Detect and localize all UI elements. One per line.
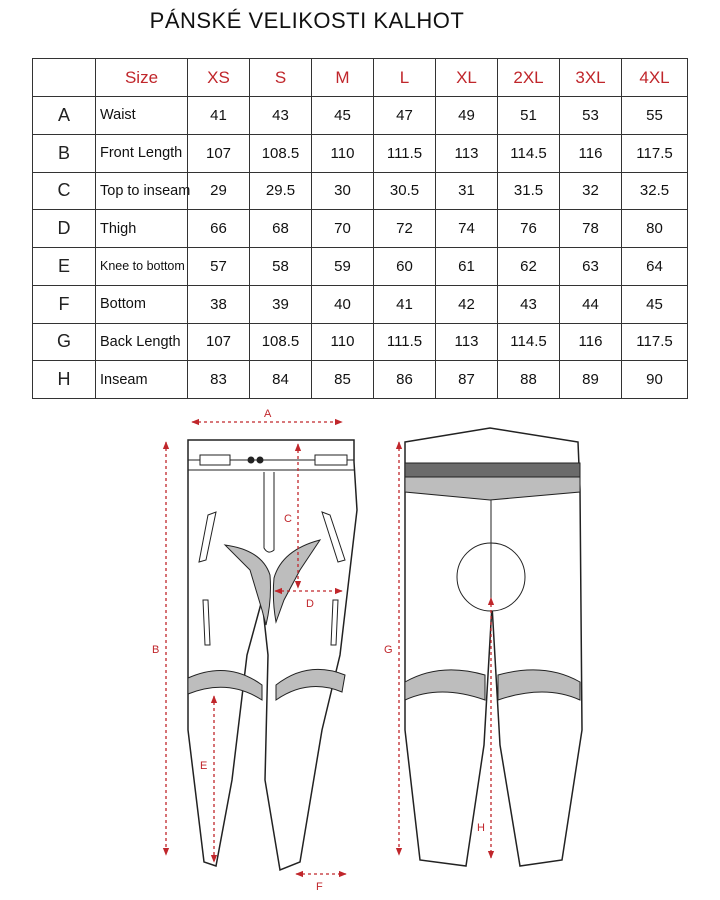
header-size-2xl: 2XL — [498, 59, 560, 97]
measurement-value: 30.5 — [374, 172, 436, 210]
measurement-value: 86 — [374, 361, 436, 399]
measurement-value: 113 — [436, 134, 498, 172]
header-size-4xl: 4XL — [622, 59, 688, 97]
measurement-value: 90 — [622, 361, 688, 399]
back-view — [405, 428, 582, 866]
measurement-value: 60 — [374, 248, 436, 286]
measurement-value: 53 — [560, 97, 622, 135]
row-letter: C — [33, 172, 96, 210]
measurement-value: 68 — [250, 210, 312, 248]
measurement-value: 55 — [622, 97, 688, 135]
measurement-value: 43 — [498, 285, 560, 323]
measurement-value: 30 — [312, 172, 374, 210]
front-belt-loop-left — [200, 455, 230, 465]
header-size-m: M — [312, 59, 374, 97]
measurement-value: 110 — [312, 323, 374, 361]
table-row — [33, 248, 688, 286]
row-letter: H — [33, 361, 96, 399]
dim-label-h: H — [477, 822, 485, 834]
measurement-value: 59 — [312, 248, 374, 286]
header-size-3xl: 3XL — [560, 59, 622, 97]
measurement-name: Bottom — [96, 285, 188, 323]
measurement-value: 39 — [250, 285, 312, 323]
measurement-value: 114.5 — [498, 134, 560, 172]
measurement-value: 58 — [250, 248, 312, 286]
table-row — [33, 361, 688, 399]
front-belt-loop-right — [315, 455, 347, 465]
button-icon — [248, 457, 255, 464]
dim-label-e: E — [200, 760, 208, 772]
measurement-value: 110 — [312, 134, 374, 172]
measurement-value: 32 — [560, 172, 622, 210]
dim-label-d: D — [306, 598, 314, 610]
measurement-value: 108.5 — [250, 134, 312, 172]
row-letter: E — [33, 248, 96, 286]
measurement-value: 45 — [312, 97, 374, 135]
table-row — [33, 285, 688, 323]
header-size-label: Size — [96, 59, 188, 97]
measurement-value: 72 — [374, 210, 436, 248]
measurement-value: 111.5 — [374, 323, 436, 361]
measurement-value: 111.5 — [374, 134, 436, 172]
measurement-value: 114.5 — [498, 323, 560, 361]
measurement-value: 29 — [188, 172, 250, 210]
measurement-value: 117.5 — [622, 134, 688, 172]
measurement-name: Top to inseam — [96, 172, 188, 210]
measurement-name: Back Length — [96, 323, 188, 361]
header-size-s: S — [250, 59, 312, 97]
row-letter: B — [33, 134, 96, 172]
dim-label-a: A — [264, 408, 272, 420]
measurement-value: 113 — [436, 323, 498, 361]
table-row — [33, 210, 688, 248]
size-table — [32, 58, 688, 399]
header-corner — [33, 59, 96, 97]
measurement-name: Front Length — [96, 134, 188, 172]
header-size-l: L — [374, 59, 436, 97]
row-letter: A — [33, 97, 96, 135]
button-icon — [257, 457, 264, 464]
measurement-value: 85 — [312, 361, 374, 399]
table-row — [33, 172, 688, 210]
measurement-value: 62 — [498, 248, 560, 286]
measurement-value: 61 — [436, 248, 498, 286]
header-size-xs: XS — [188, 59, 250, 97]
table-row — [33, 134, 688, 172]
measurement-value: 31.5 — [498, 172, 560, 210]
measurement-value: 29.5 — [250, 172, 312, 210]
measurement-value: 44 — [560, 285, 622, 323]
measurement-value: 87 — [436, 361, 498, 399]
measurement-value: 108.5 — [250, 323, 312, 361]
measurement-value: 117.5 — [622, 323, 688, 361]
measurement-value: 42 — [436, 285, 498, 323]
measurement-name: Thigh — [96, 210, 188, 248]
measurement-value: 41 — [374, 285, 436, 323]
measurement-value: 43 — [250, 97, 312, 135]
measurement-value: 116 — [560, 134, 622, 172]
measurement-value: 57 — [188, 248, 250, 286]
measurement-value: 31 — [436, 172, 498, 210]
header-size-xl: XL — [436, 59, 498, 97]
measurement-value: 116 — [560, 323, 622, 361]
measurement-name: Inseam — [96, 361, 188, 399]
measurement-value: 38 — [188, 285, 250, 323]
measurement-value: 74 — [436, 210, 498, 248]
table-body — [33, 97, 688, 399]
measurement-value: 70 — [312, 210, 374, 248]
measurement-value: 41 — [188, 97, 250, 135]
row-letter: F — [33, 285, 96, 323]
dim-label-c: C — [284, 513, 292, 525]
measurement-value: 32.5 — [622, 172, 688, 210]
back-waist-band — [405, 463, 580, 477]
row-letter: G — [33, 323, 96, 361]
dim-label-b: B — [152, 644, 160, 656]
row-letter: D — [33, 210, 96, 248]
measurement-value: 76 — [498, 210, 560, 248]
measurement-value: 89 — [560, 361, 622, 399]
measurement-value: 40 — [312, 285, 374, 323]
measurement-value: 66 — [188, 210, 250, 248]
table-row — [33, 323, 688, 361]
measurement-value: 64 — [622, 248, 688, 286]
measurement-value: 47 — [374, 97, 436, 135]
dim-label-f: F — [316, 881, 323, 893]
measurement-value: 88 — [498, 361, 560, 399]
measurement-name: Knee to bottom — [96, 248, 188, 286]
page-title: PÁNSKÉ VELIKOSTI KALHOT — [149, 8, 465, 33]
measurement-value: 63 — [560, 248, 622, 286]
table-row — [33, 97, 688, 135]
header-row — [33, 59, 688, 97]
measurement-value: 107 — [188, 323, 250, 361]
measurement-value: 51 — [498, 97, 560, 135]
measurement-value: 83 — [188, 361, 250, 399]
measurement-value: 84 — [250, 361, 312, 399]
measurement-value: 49 — [436, 97, 498, 135]
measurement-value: 45 — [622, 285, 688, 323]
pants-diagram — [0, 400, 720, 900]
measurement-value: 78 — [560, 210, 622, 248]
dim-label-g: G — [384, 644, 393, 656]
measurement-value: 107 — [188, 134, 250, 172]
measurement-value: 80 — [622, 210, 688, 248]
measurement-name: Waist — [96, 97, 188, 135]
